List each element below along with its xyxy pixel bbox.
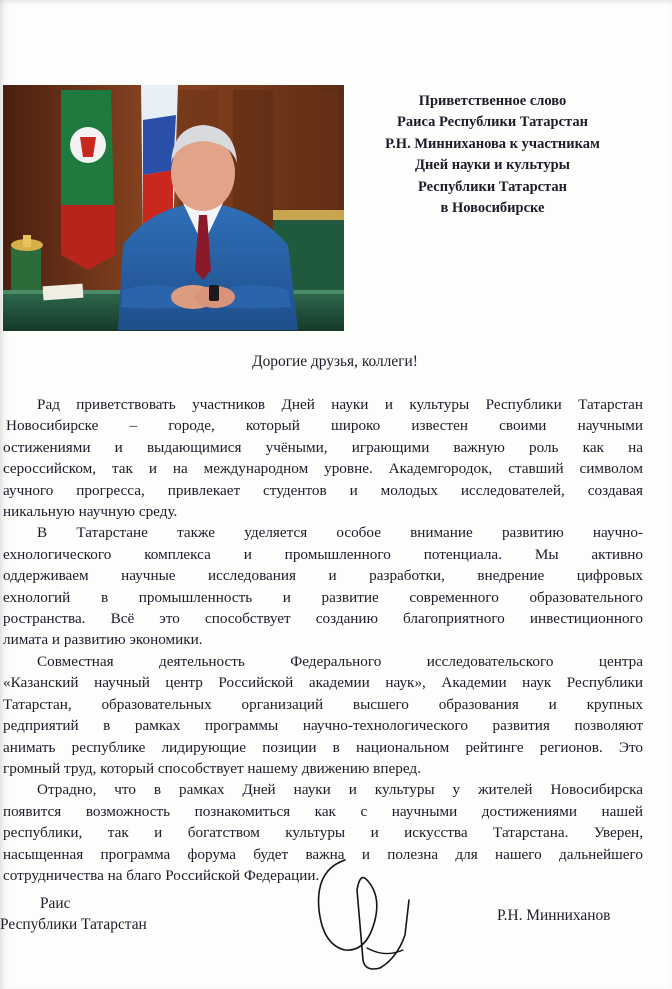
signatory-title (0, 893, 147, 935)
text-line: остижениями и выдающимися учёными, играющими важную роль как на (3, 438, 643, 456)
document-title (350, 91, 635, 219)
text-line: сероссийском, так и на международном уровне. Академгородок, ставший символом (3, 460, 643, 478)
title-line: Р.Н. Минниханова к участникам (385, 135, 600, 152)
text-line: Совместная деятельность Федерального исследовательского центра (37, 652, 643, 670)
text-line: ехнологического комплекса и промышленного потенциала. Мы активно (3, 545, 643, 563)
paragraph-3 (0, 651, 643, 779)
text-line: никальную научную среду. (3, 503, 178, 521)
text-line: сотрудничества на благо Российской Федерации. (3, 866, 320, 884)
text-line: ространства. Всё это способствует созданию благоприятного инвестиционного (3, 610, 643, 628)
text-line: Отрадно, что в рамках Дней науки и культуры у жителей Новосибирска (37, 781, 643, 799)
title-line: Приветственное слово (418, 93, 567, 109)
text-line: лимата и развитию экономики. (3, 631, 203, 649)
text-line: «Казанский научный центр Российской академии наук», Академии наук Республики (3, 674, 643, 692)
text-line: анимать республике лидирующие позиции в национальном рейтинге регионов. Это (3, 738, 643, 756)
title-line: Раиса Республики Татарстан (397, 114, 588, 131)
text-line: Рад приветствовать участников Дней науки и культуры Республики Татарстан (37, 396, 643, 413)
text-line: В Татарстане также уделяется особое внимание развитию научно- (37, 524, 643, 542)
portrait-photo (3, 85, 344, 331)
signatory-title-line1: Раис (40, 895, 71, 912)
paragraph-2 (0, 522, 643, 650)
text-line: редприятий в рамках программы научно-технологического развития позволяют (3, 717, 643, 735)
greeting (0, 353, 672, 371)
text-line: республики, так и богатством культуры и искусства Татарстана. Уверен, (3, 824, 643, 842)
text-line: оддерживаем научные исследования и разработки, внедрение цифровых (3, 567, 643, 585)
text-line: Новосибирске – городе, который широко известен своими научными (6, 417, 643, 435)
portrait-photo-icon (3, 85, 344, 331)
title-line: в Новосибирске (440, 200, 545, 217)
title-line: Дней науки и культуры (414, 157, 571, 174)
text-line: Татарстан, образовательных организаций высшего образования и крупных (3, 695, 643, 713)
handwritten-signature-icon (305, 840, 425, 980)
letter-body (0, 394, 643, 886)
paragraph-1 (0, 394, 643, 522)
text-line: аучного прогресса, привлекает студентов и молодых исследователей, создавая (3, 481, 643, 499)
text-line: насыщенная программа форума будет важна и полезна для нашего дальнейшего (3, 845, 643, 863)
signatory-name: Р.Н. Минниханов (497, 907, 611, 924)
signatory-title-line2: Республики Татарстан (0, 916, 147, 933)
text-line: ехнологий в промышленность и развитие современного образовательного (3, 588, 643, 606)
text-line: появится возможность познакомиться как с научными достижениями нашей (3, 802, 643, 820)
title-line: Республики Татарстан (418, 178, 567, 195)
text-line: громный труд, который способствует нашему движению вперед. (3, 759, 421, 777)
greeting-text: Дорогие друзья, коллеги! (252, 353, 418, 370)
